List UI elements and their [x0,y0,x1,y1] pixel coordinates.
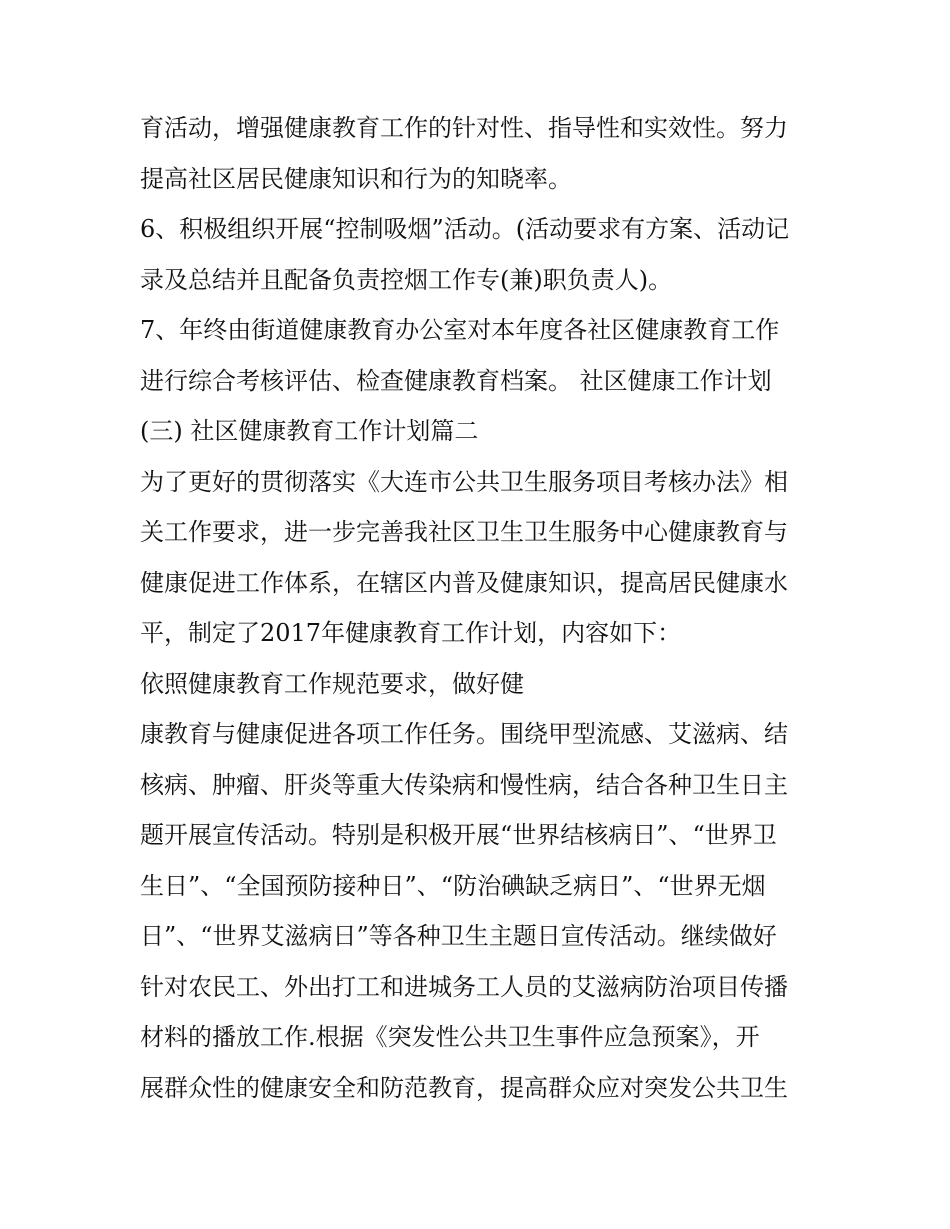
text-line: 为了更好的贯彻落实《大连市公共卫生服务项目考核办法》相 [140,467,788,496]
text-line: 7、年终由街道健康教育办公室对本年度各社区健康教育工作 [140,316,780,344]
text-line: 展群众性的健康安全和防范教育，提高群众应对突发公共卫生 [140,1073,788,1102]
text-line: 材料的播放工作.根据《突发性公共卫生事件应急预案》，开 [140,1023,760,1051]
text-line: 录及总结并且配备负责控烟工作专(兼)职负责人)。 [140,265,673,294]
text-line: 提高社区居民健康知识和行为的知晓率。 [140,164,572,193]
text-line: 依照健康教育工作规范要求，做好健 [140,669,524,698]
text-line: 育活动，增强健康教育工作的针对性、指导性和实效性。努力 [140,114,788,142]
document-body [140,106,820,1116]
text-line: 日”、“世界艾滋病日”等各种卫生主题日宣传活动。继续做好 [140,922,777,950]
section-heading: (三) 社区健康教育工作计划篇二 [140,417,479,445]
text-line: 平，制定了2017年健康教育工作计划，内容如下： [140,619,682,647]
text-line: 针对农民工、外出打工和进城务工人员的艾滋病防治项目传播 [140,972,788,1001]
text-line: 生日”、“全国预防接种日”、“防治碘缺乏病日”、“世界无烟 [140,871,766,900]
text-line: 进行综合考核评估、检查健康教育档案。 社区健康工作计划 [140,366,772,395]
text-line: 康教育与健康促进各项工作任务。围绕甲型流感、艾滋病、结 [140,720,788,748]
text-line: 健康促进工作体系，在辖区内普及健康知识，提高居民健康水 [140,568,788,597]
text-line: 题开展宣传活动。特别是积极开展“世界结核病日”、“世界卫 [140,821,777,849]
text-line: 核病、肿瘤、肝炎等重大传染病和慢性病，结合各种卫生日主 [140,770,788,799]
text-line: 关工作要求，进一步完善我社区卫生卫生服务中心健康教育与 [140,518,788,546]
text-line: 6、积极组织开展“控制吸烟”活动。(活动要求有方案、活动记 [140,215,790,243]
